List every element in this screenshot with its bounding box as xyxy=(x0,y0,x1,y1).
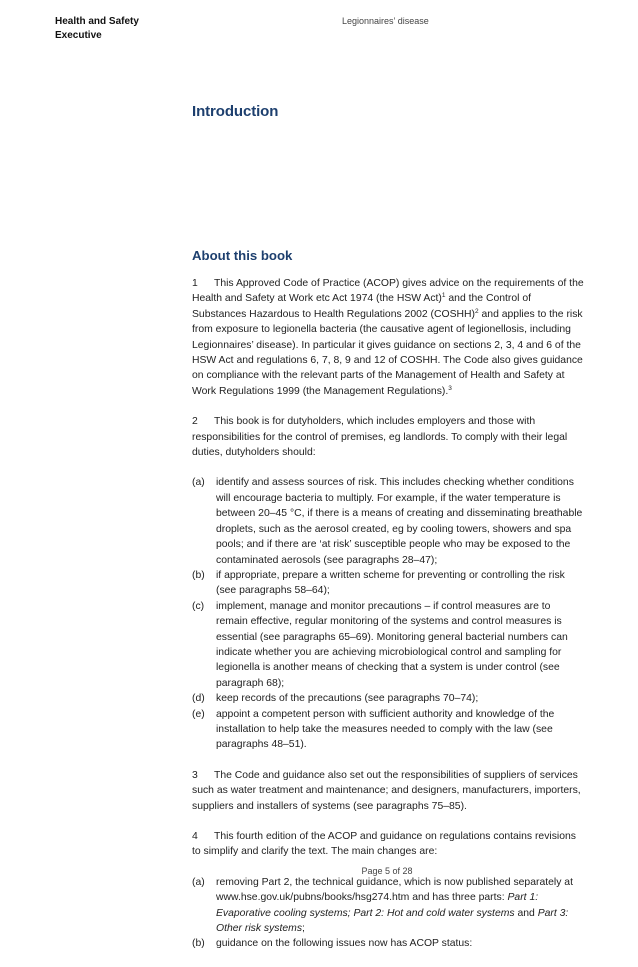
duties-list xyxy=(192,475,584,752)
organisation-name xyxy=(55,15,215,43)
list-item-text: identify and assess sources of risk. This includes checking whether conditions will encourage bacteria to multiply. For example, if the water temperature is between 20–45 °C, if there is a means of creating and disseminating breathable droplets, such as the aerosol created, eg by cooling towers, showers and spa pools; and if there are ‘at risk’ susceptible people who may be exposed to the contaminated aerosols (see paragraphs 28–47); xyxy=(216,477,583,566)
publication-parts: Part 3: Other risk systems xyxy=(216,907,569,935)
list-item-text: keep records of the precautions (see paragraphs 70–74); xyxy=(216,693,479,705)
section-heading: About this book xyxy=(192,248,293,263)
list-item xyxy=(192,599,584,691)
list-item xyxy=(192,707,584,753)
page-title: Introduction xyxy=(192,103,279,120)
reference-number: 3 xyxy=(448,384,452,392)
paragraph-3 xyxy=(192,768,584,814)
page-footer xyxy=(0,866,638,876)
paragraph-text: The Code and guidance also set out the responsibilities of suppliers of services such as water treatment and maintenance; and designers, manufacturers, importers, suppliers and installers of systems (see paragraphs 75–85). xyxy=(192,769,581,812)
reference-number: 1 xyxy=(441,292,446,300)
list-item-text: if appropriate, prepare a written scheme for preventing or controlling the risk (see paragraphs 58–64); xyxy=(216,569,565,597)
list-item-label: (d) xyxy=(192,693,205,705)
list-item-text: implement, manage and monitor precautions – if control measures are to remain effective, regular monitoring of the systems and control measures is essential (see paragraphs 65–69). Monitoring general bacterial numbers can indicate whether you are achieving microbiological control and sampling for legionella is another means of checking that a system is under control (see paragraph 68); xyxy=(216,600,568,689)
list-item xyxy=(192,691,584,706)
list-item-label: (b) xyxy=(192,569,205,581)
list-item-label: (b) xyxy=(192,938,205,950)
paragraph-4 xyxy=(192,829,584,860)
list-item xyxy=(192,875,584,937)
list-item-text: guidance on the following issues now has ACOP status: xyxy=(216,938,473,950)
list-item-label: (e) xyxy=(192,708,205,720)
page-number: Page 5 of 28 xyxy=(361,866,413,876)
list-item-text-part: removing Part 2, the technical guidance, which is now published separately at www.hse.gov.uk/pubns/books/hsg274.htm and has three parts: xyxy=(216,876,573,904)
organisation-name-line2: Executive xyxy=(55,30,102,41)
paragraph-2 xyxy=(192,414,584,460)
list-item xyxy=(192,475,584,567)
paragraph-text: This book is for dutyholders, which includes employers and those with responsibilities for the control of premises, eg landlords. To comply with their legal duties, dutyholders should: xyxy=(192,416,568,459)
body-text xyxy=(192,276,584,967)
paragraph-text: and the Control of Substances Hazardous to Health Regulations 2002 (COSHH) xyxy=(192,293,532,320)
list-item-label: (a) xyxy=(192,477,205,489)
paragraph-1 xyxy=(192,276,584,399)
paragraph-text: This fourth edition of the ACOP and guidance on regulations contains revisions to simplify and clarify the text. The main changes are: xyxy=(192,831,576,858)
changes-list xyxy=(192,875,584,952)
list-item xyxy=(192,568,584,599)
list-item-text: appoint a competent person with sufficient authority and knowledge of the installation to help take the measures needed to comply with the law (see paragraphs 48–51). xyxy=(216,708,555,751)
paragraph-text: and applies to the risk from exposure to legionella bacteria (the causative agent of legionellosis, including Legionnaires’ disease). In particular it gives guidance on sections 2, 3, 4 and 6 of the HSW Act and regulations 6, 7, 8, 9 and 12 of COSHH. The Code also gives guidance on compliance with the relevant parts of the Management of Health and Safety at Work Regulations 1999 (the Management Regulations). xyxy=(192,308,583,397)
publication-parts: Part 1: Evaporative cooling systems; Part 2: Hot and cold water systems xyxy=(216,892,539,919)
paragraph-number: 3 xyxy=(192,769,198,781)
paragraph-number: 2 xyxy=(192,416,198,428)
running-title: Legionnaires’ disease xyxy=(342,16,429,26)
reference-number: 2 xyxy=(475,307,479,315)
paragraph-number: 4 xyxy=(192,831,198,842)
list-item-text xyxy=(216,875,584,937)
paragraph-number: 1 xyxy=(192,278,198,289)
organisation-name-line1: Health and Safety xyxy=(55,16,139,27)
list-item-text-part: ; xyxy=(302,923,305,935)
list-item-label: (a) xyxy=(192,876,205,888)
list-item-label: (c) xyxy=(192,600,205,612)
paragraph-text: This Approved Code of Practice (ACOP) gives advice on the requirements of the Health and Safety at Work etc Act 1974 (the HSW Act) xyxy=(192,278,584,305)
list-item-text-part: and xyxy=(514,907,538,919)
list-item xyxy=(192,936,584,951)
